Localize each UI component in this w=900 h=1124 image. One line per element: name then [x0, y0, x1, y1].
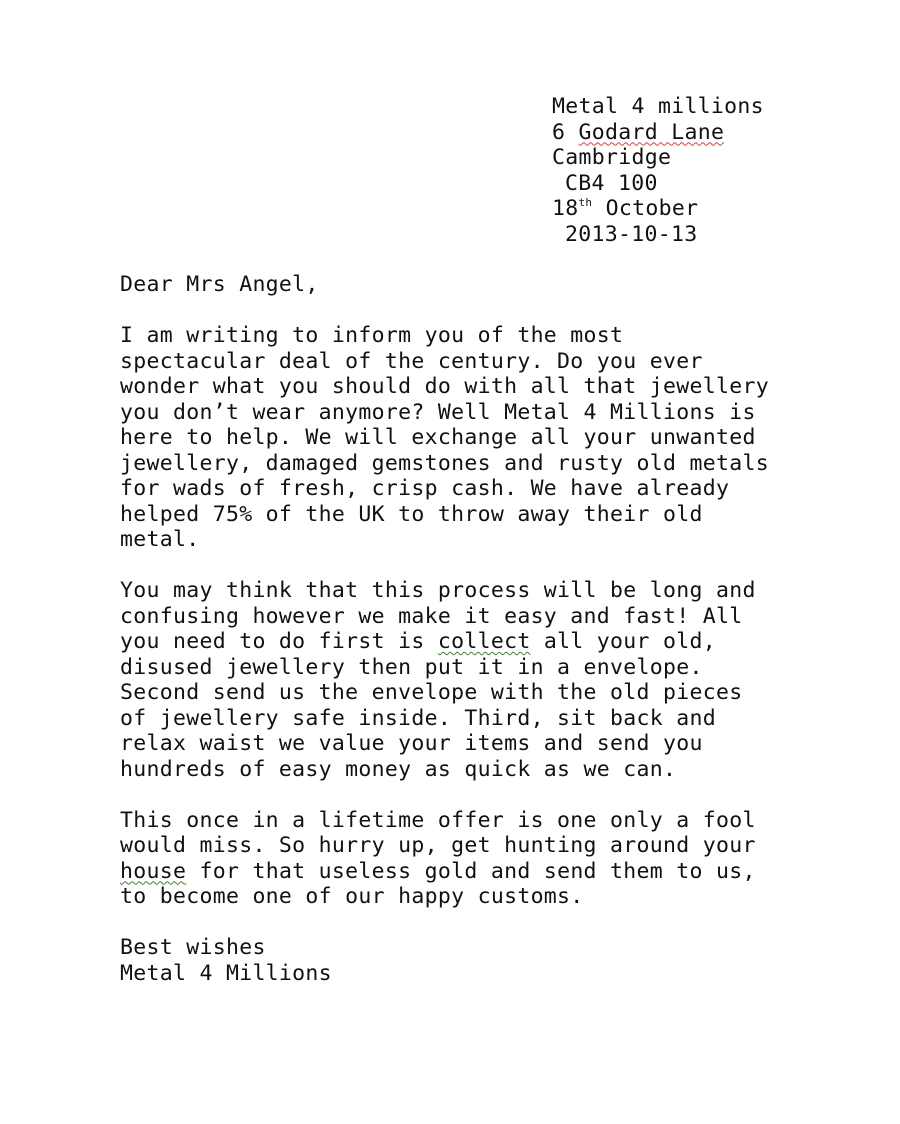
date-month: October: [605, 196, 699, 221]
paragraph-line: spectacular deal of the century. Do you ever: [120, 348, 703, 374]
sender-town: Cambridge: [552, 145, 672, 170]
letter-body: [120, 272, 769, 986]
date-suffix: th: [578, 196, 593, 209]
paragraph-line: you don’t wear anymore? Well Metal 4 Millions is: [120, 399, 756, 425]
street-number: 6: [552, 119, 566, 145]
sender-postcode: CB4 100: [565, 170, 658, 196]
paragraph-line: hundreds of easy money as quick as we can.: [120, 756, 677, 782]
sender-address: [552, 94, 764, 247]
letter-date-numeric: 2013-10-13: [565, 221, 698, 247]
paragraph-line: confusing however we make it easy and fast! All: [120, 603, 743, 629]
paragraph-line: I am writing to inform you of the most: [120, 323, 624, 348]
paragraph-line: to become one of our happy customs.: [120, 884, 584, 909]
sender-street: [552, 120, 764, 146]
signature: Metal 4 Millions: [120, 960, 332, 986]
line-text: for that useless gold and send them to us,: [186, 858, 756, 884]
paragraph-line: Second send us the envelope with the old pieces: [120, 680, 743, 705]
grammar-flagged-word: collect: [437, 629, 531, 654]
paragraph-1: [120, 323, 769, 553]
paragraph-line: helped 75% of the UK to throw away their old: [120, 501, 703, 527]
street-name: Godard Lane: [578, 119, 725, 145]
sender-company: Metal 4 millions: [552, 94, 764, 119]
line-text: all your old,: [530, 629, 716, 654]
paragraph-2: [120, 578, 769, 782]
salutation: Dear Mrs Angel,: [120, 272, 319, 297]
line-text: you need to do first is: [120, 629, 438, 654]
paragraph-line: [120, 629, 769, 655]
paragraph-line: disused jewellery then put it in a envelope.: [120, 654, 703, 680]
paragraph-line: of jewellery safe inside. Third, sit back and: [120, 705, 716, 731]
grammar-flagged-word: house: [120, 858, 187, 884]
paragraph-3: [120, 808, 769, 910]
paragraph-line: wonder what you should do with all that jewellery: [120, 374, 769, 399]
paragraph-line: jewellery, damaged gemstones and rusty old metals: [120, 450, 769, 476]
paragraph-line: here to help. We will exchange all your unwanted: [120, 425, 756, 450]
paragraph-line: You may think that this process will be long and: [120, 578, 756, 603]
paragraph-line: [120, 859, 769, 885]
paragraph-line: for wads of fresh, crisp cash. We have already: [120, 476, 730, 501]
closing: Best wishes: [120, 935, 266, 960]
paragraph-line: This once in a lifetime offer is one only a fool: [120, 807, 756, 833]
date-day: 18: [552, 196, 579, 221]
paragraph-line: relax waist we value your items and send you: [120, 731, 703, 756]
paragraph-line: would miss. So hurry up, get hunting around your: [120, 833, 756, 858]
paragraph-line: metal.: [120, 527, 200, 552]
letter-date: [552, 196, 764, 222]
